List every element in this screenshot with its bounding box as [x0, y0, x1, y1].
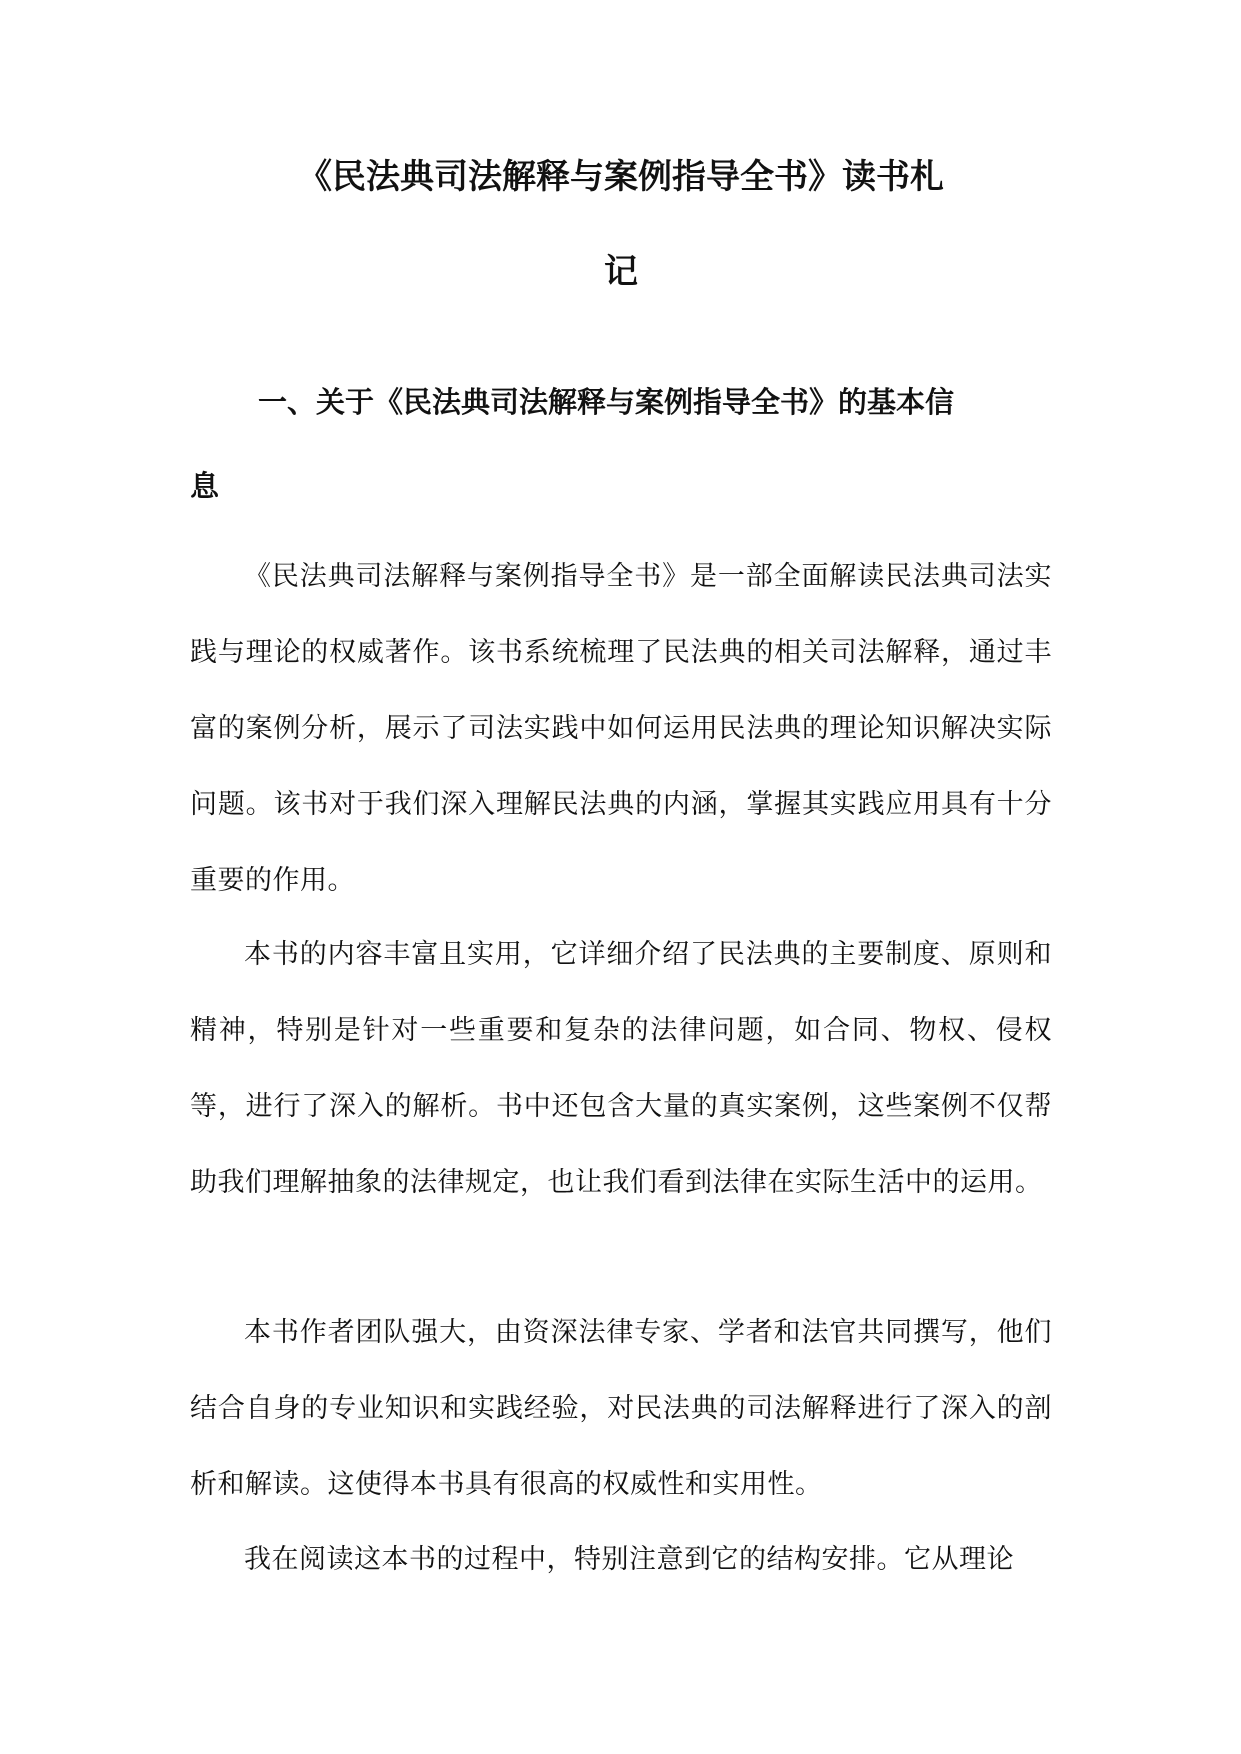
document-title-line1: 《民法典司法解释与案例指导全书》读书札	[298, 157, 944, 197]
paragraph-1: 《民法典司法解释与案例指导全书》是一部全面解读民法典司法实践与理论的权威著作。该书系统梳理了民法典的相关司法解释，通过丰富的案例分析，展示了司法实践中如何运用民法典的理论知识解决实际问题。该书对于我们深入理解民法典的内涵，掌握其实践应用具有十分重要的作用。	[190, 561, 1052, 896]
paragraph-4: 我在阅读这本书的过程中，特别注意到它的结构安排。它从理论	[244, 1544, 1014, 1575]
paragraph-2: 本书的内容丰富且实用，它详细介绍了民法典的主要制度、原则和精神，特别是针对一些重要和复杂的法律问题，如合同、物权、侵权等，进行了深入的解析。书中还包含大量的真实案例，这些案例不仅帮助我们理解抽象的法律规定，也让我们看到法律在实际生活中的运用。	[190, 939, 1052, 1198]
document-title-line2: 记	[604, 252, 638, 292]
paragraph-3: 本书作者团队强大，由资深法律专家、学者和法官共同撰写，他们结合自身的专业知识和实践经验，对民法典的司法解释进行了深入的剖析和解读。这使得本书具有很高的权威性和实用性。	[190, 1317, 1052, 1500]
section-heading-line2: 息	[190, 469, 220, 503]
section-heading-line1: 一、关于《民法典司法解释与案例指导全书》的基本信	[258, 385, 955, 419]
